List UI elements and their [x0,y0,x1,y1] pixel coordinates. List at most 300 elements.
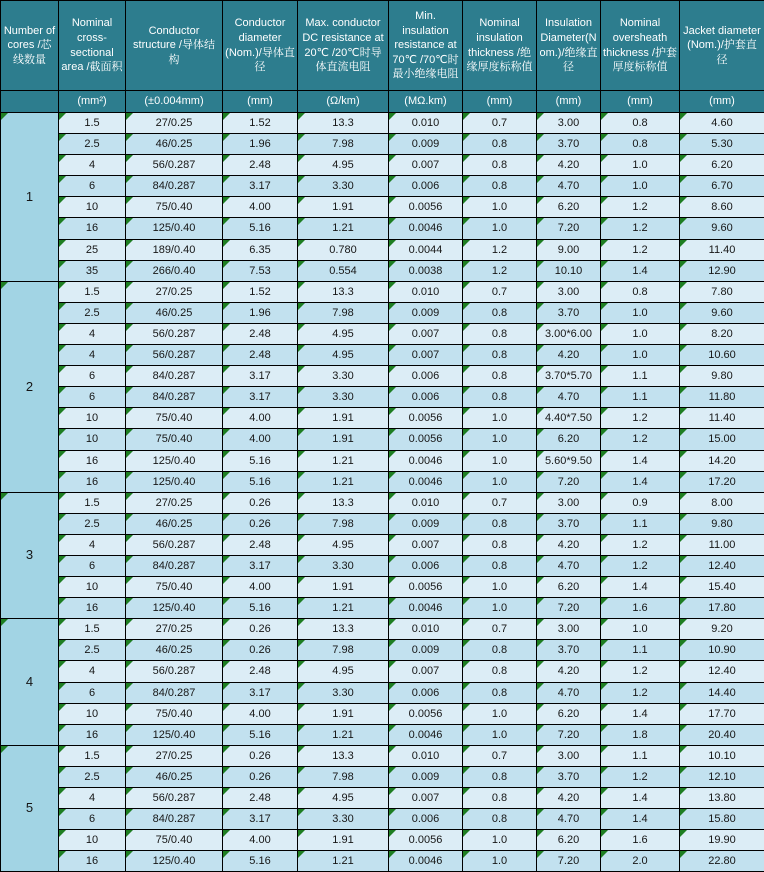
table-cell[interactable]: 13.80 [680,788,764,809]
table-cell[interactable]: 3.17 [223,366,298,387]
table-cell[interactable]: 1.52 [223,282,298,303]
table-cell[interactable]: 125/0.40 [126,451,223,472]
table-cell[interactable]: 125/0.40 [126,218,223,239]
column-header[interactable]: Nominal insulation thickness /绝缘厚度标称值 [463,1,537,91]
table-cell[interactable]: 16 [59,451,126,472]
table-cell[interactable]: 1.21 [298,451,389,472]
table-cell[interactable]: 4.95 [298,661,389,682]
table-cell[interactable]: 1.4 [601,788,680,809]
table-cell[interactable]: 4 [59,155,126,176]
table-cell[interactable]: 6.20 [680,155,764,176]
table-cell[interactable]: 0.0056 [389,577,463,598]
table-cell[interactable]: 1.21 [298,851,389,872]
table-cell[interactable]: 56/0.287 [126,155,223,176]
table-cell[interactable]: 0.0046 [389,451,463,472]
table-cell[interactable]: 46/0.25 [126,640,223,661]
table-cell[interactable]: 4.20 [537,155,601,176]
table-cell[interactable]: 8.00 [680,493,764,514]
table-cell[interactable]: 3.00 [537,493,601,514]
table-cell[interactable]: 5.60*9.50 [537,451,601,472]
table-cell[interactable]: 4.20 [537,535,601,556]
table-cell[interactable]: 0.8 [463,155,537,176]
table-cell[interactable]: 189/0.40 [126,240,223,261]
table-cell[interactable]: 125/0.40 [126,472,223,493]
table-cell[interactable]: 1.1 [601,514,680,535]
table-cell[interactable]: 2.5 [59,303,126,324]
table-cell[interactable]: 4.95 [298,155,389,176]
table-cell[interactable]: 1.0 [463,577,537,598]
table-cell[interactable]: 1.0 [463,197,537,218]
table-cell[interactable]: 10.60 [680,345,764,366]
table-cell[interactable]: 7.80 [680,282,764,303]
table-cell[interactable]: 11.40 [680,408,764,429]
column-unit-cell[interactable] [1,91,59,113]
table-cell[interactable]: 1.2 [601,767,680,788]
table-cell[interactable]: 8.60 [680,197,764,218]
table-cell[interactable]: 4 [59,345,126,366]
table-cell[interactable]: 6.70 [680,176,764,197]
table-cell[interactable]: 1.2 [601,429,680,450]
table-cell[interactable]: 16 [59,725,126,746]
table-cell[interactable]: 9.80 [680,366,764,387]
table-cell[interactable]: 1.5 [59,282,126,303]
table-cell[interactable]: 11.40 [680,240,764,261]
table-cell[interactable]: 0.26 [223,619,298,640]
table-cell[interactable]: 0.007 [389,324,463,345]
column-header[interactable]: Max. conductor DC resistance at 20℃ /20℃时导体直流电阻 [298,1,389,91]
column-header[interactable]: Nominal oversheath thickness /护套厚度标称值 [601,1,680,91]
table-cell[interactable]: 5.16 [223,451,298,472]
table-cell[interactable]: 1.0 [601,345,680,366]
table-cell[interactable]: 7.98 [298,303,389,324]
table-cell[interactable]: 1.96 [223,134,298,155]
table-cell[interactable]: 0.554 [298,261,389,282]
table-cell[interactable]: 3.30 [298,809,389,830]
table-cell[interactable]: 9.80 [680,514,764,535]
column-unit-cell[interactable]: (mm) [463,91,537,113]
table-cell[interactable]: 0.007 [389,661,463,682]
table-cell[interactable]: 0.0056 [389,704,463,725]
table-cell[interactable]: 0.0038 [389,261,463,282]
table-cell[interactable]: 3.30 [298,683,389,704]
table-cell[interactable]: 13.3 [298,282,389,303]
table-cell[interactable]: 0.8 [463,176,537,197]
table-cell[interactable]: 0.8 [463,556,537,577]
table-cell[interactable]: 8.20 [680,324,764,345]
table-cell[interactable]: 46/0.25 [126,303,223,324]
table-cell[interactable]: 0.7 [463,619,537,640]
table-cell[interactable]: 1.6 [601,598,680,619]
table-cell[interactable]: 125/0.40 [126,851,223,872]
table-cell[interactable]: 5.16 [223,851,298,872]
table-cell[interactable]: 0.8 [463,683,537,704]
table-cell[interactable]: 1.21 [298,725,389,746]
table-cell[interactable]: 0.010 [389,493,463,514]
table-cell[interactable]: 0.0044 [389,240,463,261]
table-cell[interactable]: 2.48 [223,324,298,345]
table-cell[interactable]: 46/0.25 [126,767,223,788]
table-cell[interactable]: 1.2 [463,261,537,282]
table-cell[interactable]: 0.8 [463,809,537,830]
table-cell[interactable]: 0.006 [389,176,463,197]
table-cell[interactable]: 0.8 [463,134,537,155]
table-cell[interactable]: 4.40*7.50 [537,408,601,429]
table-cell[interactable]: 12.10 [680,767,764,788]
table-cell[interactable]: 5.16 [223,725,298,746]
table-cell[interactable]: 1.2 [601,556,680,577]
table-cell[interactable]: 3.30 [298,176,389,197]
table-cell[interactable]: 0.7 [463,493,537,514]
column-unit-cell[interactable]: (mm) [537,91,601,113]
table-cell[interactable]: 1.2 [601,218,680,239]
table-cell[interactable]: 1.0 [601,619,680,640]
table-cell[interactable]: 266/0.40 [126,261,223,282]
table-cell[interactable]: 11.00 [680,535,764,556]
table-cell[interactable]: 4.95 [298,324,389,345]
table-cell[interactable]: 56/0.287 [126,324,223,345]
table-cell[interactable]: 1.96 [223,303,298,324]
table-cell[interactable]: 4.00 [223,577,298,598]
table-cell[interactable]: 1.91 [298,704,389,725]
table-cell[interactable]: 75/0.40 [126,830,223,851]
table-cell[interactable]: 14.20 [680,451,764,472]
table-cell[interactable]: 4.20 [537,345,601,366]
table-cell[interactable]: 0.26 [223,746,298,767]
table-cell[interactable]: 56/0.287 [126,535,223,556]
table-cell[interactable]: 1.2 [601,535,680,556]
table-cell[interactable]: 1.21 [298,218,389,239]
cores-group-cell[interactable]: 3 [1,493,59,620]
table-cell[interactable]: 1.0 [463,472,537,493]
table-cell[interactable]: 3.00 [537,746,601,767]
table-cell[interactable]: 0.0056 [389,429,463,450]
table-cell[interactable]: 84/0.287 [126,556,223,577]
table-cell[interactable]: 6 [59,176,126,197]
table-cell[interactable]: 13.3 [298,493,389,514]
table-cell[interactable]: 22.80 [680,851,764,872]
table-cell[interactable]: 1.0 [463,851,537,872]
table-cell[interactable]: 3.00*6.00 [537,324,601,345]
table-cell[interactable]: 1.21 [298,598,389,619]
table-cell[interactable]: 0.006 [389,683,463,704]
table-cell[interactable]: 6.20 [537,577,601,598]
table-cell[interactable]: 0.0056 [389,830,463,851]
table-cell[interactable]: 7.98 [298,640,389,661]
table-cell[interactable]: 3.00 [537,619,601,640]
table-cell[interactable]: 10 [59,704,126,725]
cores-group-cell[interactable]: 1 [1,113,59,282]
table-cell[interactable]: 0.8 [601,282,680,303]
table-cell[interactable]: 35 [59,261,126,282]
table-cell[interactable]: 56/0.287 [126,661,223,682]
table-cell[interactable]: 15.00 [680,429,764,450]
table-cell[interactable]: 2.48 [223,155,298,176]
column-header[interactable]: Conductor diameter (Nom.)/导体直径 [223,1,298,91]
table-cell[interactable]: 1.4 [601,451,680,472]
table-cell[interactable]: 56/0.287 [126,788,223,809]
table-cell[interactable]: 3.70 [537,303,601,324]
table-cell[interactable]: 6 [59,809,126,830]
table-cell[interactable]: 9.20 [680,619,764,640]
table-cell[interactable]: 0.007 [389,535,463,556]
table-cell[interactable]: 13.3 [298,113,389,134]
table-cell[interactable]: 27/0.25 [126,493,223,514]
cores-group-cell[interactable]: 4 [1,619,59,746]
table-cell[interactable]: 46/0.25 [126,514,223,535]
table-cell[interactable]: 1.1 [601,640,680,661]
table-cell[interactable]: 1.4 [601,577,680,598]
table-cell[interactable]: 1.0 [601,176,680,197]
table-cell[interactable]: 17.70 [680,704,764,725]
table-cell[interactable]: 20.40 [680,725,764,746]
table-cell[interactable]: 5.16 [223,472,298,493]
table-cell[interactable]: 75/0.40 [126,197,223,218]
table-cell[interactable]: 1.0 [463,598,537,619]
table-cell[interactable]: 3.17 [223,809,298,830]
table-cell[interactable]: 1.1 [601,387,680,408]
table-cell[interactable]: 84/0.287 [126,809,223,830]
column-unit-cell[interactable]: (Ω/km) [298,91,389,113]
table-cell[interactable]: 13.3 [298,746,389,767]
table-cell[interactable]: 16 [59,472,126,493]
table-cell[interactable]: 10 [59,577,126,598]
table-cell[interactable]: 7.98 [298,134,389,155]
table-cell[interactable]: 27/0.25 [126,113,223,134]
table-cell[interactable]: 3.30 [298,366,389,387]
table-cell[interactable]: 10 [59,408,126,429]
table-cell[interactable]: 0.0046 [389,725,463,746]
table-cell[interactable]: 0.26 [223,640,298,661]
table-cell[interactable]: 0.8 [463,640,537,661]
table-cell[interactable]: 3.17 [223,556,298,577]
column-unit-cell[interactable]: (mm) [223,91,298,113]
table-cell[interactable]: 1.91 [298,429,389,450]
table-cell[interactable]: 46/0.25 [126,134,223,155]
table-cell[interactable]: 3.70*5.70 [537,366,601,387]
table-cell[interactable]: 4.00 [223,408,298,429]
table-cell[interactable]: 0.7 [463,113,537,134]
table-cell[interactable]: 10 [59,830,126,851]
table-cell[interactable]: 4.70 [537,176,601,197]
table-cell[interactable]: 16 [59,218,126,239]
table-cell[interactable]: 6 [59,387,126,408]
table-cell[interactable]: 10 [59,429,126,450]
table-cell[interactable]: 2.48 [223,345,298,366]
table-cell[interactable]: 4.00 [223,830,298,851]
table-cell[interactable]: 0.780 [298,240,389,261]
table-cell[interactable]: 1.21 [298,472,389,493]
table-cell[interactable]: 3.17 [223,387,298,408]
table-cell[interactable]: 4.00 [223,197,298,218]
table-cell[interactable]: 2.5 [59,767,126,788]
table-cell[interactable]: 1.2 [463,240,537,261]
table-cell[interactable]: 0.010 [389,282,463,303]
column-header[interactable]: Min. insulation resistance at 70℃ /70℃时最小绝缘电阻 [389,1,463,91]
table-cell[interactable]: 0.010 [389,113,463,134]
table-cell[interactable]: 1.5 [59,746,126,767]
column-header[interactable]: Insulation Diameter(Nom.)/绝缘直径 [537,1,601,91]
table-cell[interactable]: 0.007 [389,788,463,809]
table-cell[interactable]: 75/0.40 [126,577,223,598]
table-cell[interactable]: 3.17 [223,683,298,704]
table-cell[interactable]: 9.60 [680,218,764,239]
column-header[interactable]: Nominal cross-sectional area /截面积 [59,1,126,91]
table-cell[interactable]: 5.30 [680,134,764,155]
table-cell[interactable]: 1.1 [601,746,680,767]
table-cell[interactable]: 7.98 [298,514,389,535]
table-cell[interactable]: 84/0.287 [126,366,223,387]
table-cell[interactable]: 12.90 [680,261,764,282]
table-cell[interactable]: 84/0.287 [126,387,223,408]
column-header[interactable]: Number of cores /芯线数量 [1,1,59,91]
table-cell[interactable]: 4.00 [223,704,298,725]
table-cell[interactable]: 0.8 [463,303,537,324]
column-header[interactable]: Conductor structure /导体结构 [126,1,223,91]
table-cell[interactable]: 4.60 [680,113,764,134]
table-cell[interactable]: 27/0.25 [126,282,223,303]
table-cell[interactable]: 75/0.40 [126,704,223,725]
column-unit-cell[interactable]: (mm) [601,91,680,113]
column-unit-cell[interactable]: (±0.004mm) [126,91,223,113]
table-cell[interactable]: 6.20 [537,197,601,218]
table-cell[interactable]: 0.006 [389,387,463,408]
table-cell[interactable]: 5.16 [223,598,298,619]
table-cell[interactable]: 0.26 [223,493,298,514]
table-cell[interactable]: 4 [59,661,126,682]
table-cell[interactable]: 14.40 [680,683,764,704]
table-cell[interactable]: 17.20 [680,472,764,493]
table-cell[interactable]: 10.10 [680,746,764,767]
table-cell[interactable]: 4.00 [223,429,298,450]
column-header[interactable]: Jacket diameter (Nom.)/护套直径 [680,1,764,91]
table-cell[interactable]: 0.006 [389,556,463,577]
table-cell[interactable]: 2.48 [223,661,298,682]
table-cell[interactable]: 1.0 [463,725,537,746]
table-cell[interactable]: 6 [59,556,126,577]
table-cell[interactable]: 84/0.287 [126,683,223,704]
table-cell[interactable]: 4.20 [537,788,601,809]
table-cell[interactable]: 1.52 [223,113,298,134]
table-cell[interactable]: 1.0 [601,303,680,324]
table-cell[interactable]: 1.2 [601,197,680,218]
table-cell[interactable]: 4 [59,788,126,809]
table-cell[interactable]: 1.91 [298,577,389,598]
table-cell[interactable]: 2.5 [59,134,126,155]
table-cell[interactable]: 1.5 [59,113,126,134]
table-cell[interactable]: 1.2 [601,240,680,261]
table-cell[interactable]: 5.16 [223,218,298,239]
table-cell[interactable]: 27/0.25 [126,619,223,640]
table-cell[interactable]: 7.20 [537,218,601,239]
table-cell[interactable]: 15.40 [680,577,764,598]
table-cell[interactable]: 1.4 [601,704,680,725]
table-cell[interactable]: 3.00 [537,113,601,134]
table-cell[interactable]: 56/0.287 [126,345,223,366]
table-cell[interactable]: 1.0 [463,429,537,450]
table-cell[interactable]: 3.70 [537,640,601,661]
table-cell[interactable]: 7.20 [537,851,601,872]
table-cell[interactable]: 1.1 [601,366,680,387]
table-cell[interactable]: 16 [59,851,126,872]
table-cell[interactable]: 0.8 [601,113,680,134]
table-cell[interactable]: 11.80 [680,387,764,408]
table-cell[interactable]: 12.40 [680,556,764,577]
table-cell[interactable]: 0.0046 [389,598,463,619]
table-cell[interactable]: 0.8 [463,535,537,556]
table-cell[interactable]: 1.0 [601,324,680,345]
table-cell[interactable]: 1.5 [59,619,126,640]
table-cell[interactable]: 27/0.25 [126,746,223,767]
table-cell[interactable]: 1.5 [59,493,126,514]
table-cell[interactable]: 15.80 [680,809,764,830]
table-cell[interactable]: 0.8 [463,345,537,366]
column-unit-cell[interactable]: (mm²) [59,91,126,113]
table-cell[interactable]: 0.8 [463,387,537,408]
table-cell[interactable]: 0.0046 [389,851,463,872]
table-cell[interactable]: 2.5 [59,514,126,535]
table-cell[interactable]: 12.40 [680,661,764,682]
table-cell[interactable]: 1.8 [601,725,680,746]
table-cell[interactable]: 9.60 [680,303,764,324]
table-cell[interactable]: 7.53 [223,261,298,282]
table-cell[interactable]: 1.0 [463,218,537,239]
table-cell[interactable]: 0.8 [463,788,537,809]
table-cell[interactable]: 1.4 [601,809,680,830]
table-cell[interactable]: 1.0 [463,451,537,472]
table-cell[interactable]: 4 [59,324,126,345]
table-cell[interactable]: 4.95 [298,345,389,366]
table-cell[interactable]: 17.80 [680,598,764,619]
table-cell[interactable]: 4.95 [298,535,389,556]
table-cell[interactable]: 75/0.40 [126,429,223,450]
table-cell[interactable]: 3.70 [537,514,601,535]
table-cell[interactable]: 0.26 [223,514,298,535]
table-cell[interactable]: 0.010 [389,619,463,640]
table-cell[interactable]: 6.35 [223,240,298,261]
table-cell[interactable]: 4.70 [537,809,601,830]
table-cell[interactable]: 0.7 [463,282,537,303]
table-cell[interactable]: 19.90 [680,830,764,851]
table-cell[interactable]: 0.009 [389,514,463,535]
table-cell[interactable]: 1.91 [298,830,389,851]
table-cell[interactable]: 2.48 [223,535,298,556]
table-cell[interactable]: 10.90 [680,640,764,661]
table-cell[interactable]: 3.30 [298,387,389,408]
table-cell[interactable]: 6 [59,683,126,704]
table-cell[interactable]: 1.6 [601,830,680,851]
table-cell[interactable]: 25 [59,240,126,261]
table-cell[interactable]: 0.009 [389,640,463,661]
table-cell[interactable]: 13.3 [298,619,389,640]
table-cell[interactable]: 0.009 [389,767,463,788]
table-cell[interactable]: 1.4 [601,472,680,493]
table-cell[interactable]: 0.8 [463,324,537,345]
table-cell[interactable]: 3.00 [537,282,601,303]
table-cell[interactable]: 84/0.287 [126,176,223,197]
table-cell[interactable]: 4.70 [537,683,601,704]
table-cell[interactable]: 1.0 [463,704,537,725]
table-cell[interactable]: 4.70 [537,387,601,408]
table-cell[interactable]: 1.91 [298,408,389,429]
table-cell[interactable]: 10 [59,197,126,218]
table-cell[interactable]: 125/0.40 [126,725,223,746]
table-cell[interactable]: 3.70 [537,767,601,788]
table-cell[interactable]: 10.10 [537,261,601,282]
table-cell[interactable]: 0.010 [389,746,463,767]
table-cell[interactable]: 2.0 [601,851,680,872]
table-cell[interactable]: 1.2 [601,661,680,682]
table-cell[interactable]: 0.0046 [389,218,463,239]
